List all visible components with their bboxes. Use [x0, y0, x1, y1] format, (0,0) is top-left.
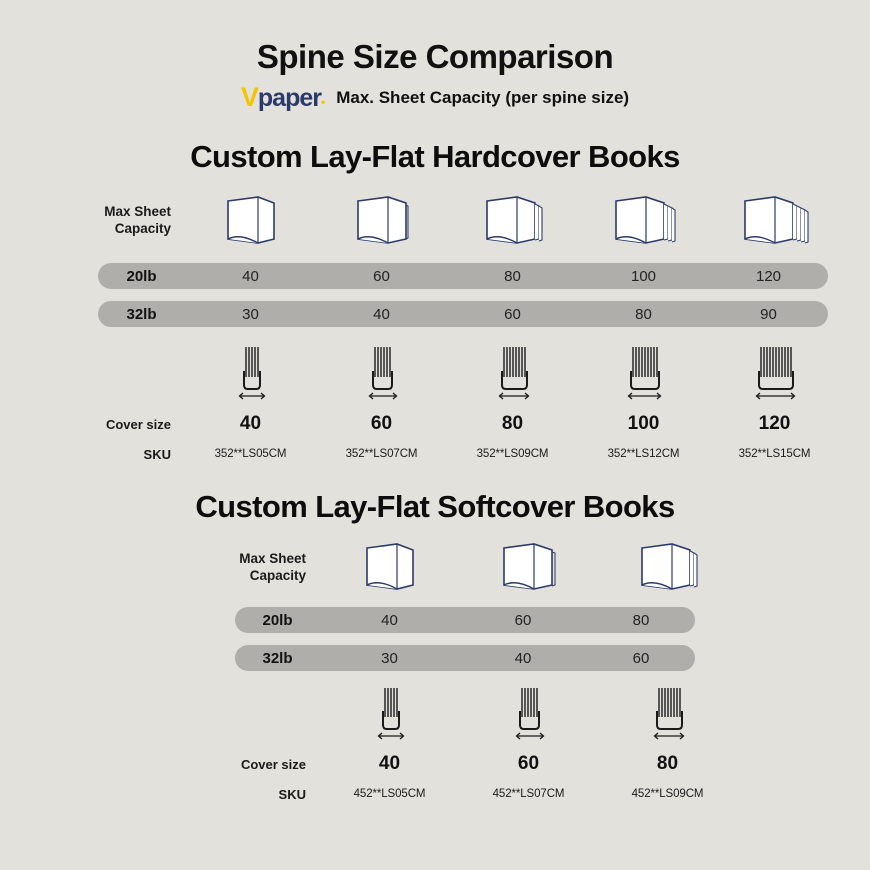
book-stack-icon — [351, 191, 413, 251]
spine-width-icon — [363, 683, 417, 743]
spine-width-icon — [224, 341, 278, 403]
softcover-book-icons-row — [30, 533, 840, 603]
hardcover-cover-size-label: Cover size — [105, 416, 171, 432]
hardcover-32lb-bar — [98, 301, 828, 327]
spine-icon-cell — [578, 341, 709, 403]
softcover-capacity-label-line1: Max Sheet — [239, 551, 306, 567]
hardcover-sku-row — [30, 439, 840, 469]
hardcover-cover-size-value: 40 — [239, 413, 262, 434]
hardcover-32lb-value: 60 — [504, 305, 521, 323]
softcover-32lb-value: 40 — [514, 649, 532, 667]
book-stack-icon — [609, 191, 679, 251]
hardcover-sku-label: SKU — [143, 446, 171, 462]
hardcover-book-icons-row — [30, 185, 840, 257]
hardcover-sku-value: 352**LS07CM — [345, 448, 418, 460]
spine-width-icon — [355, 341, 409, 403]
spine-width-icon — [641, 683, 695, 743]
book-stack-icon — [480, 191, 546, 251]
softcover-capacity-label-line2: Capacity — [249, 568, 306, 583]
book-icon-cell — [447, 191, 578, 251]
softcover-grid — [30, 533, 840, 809]
hardcover-20lb-value: 120 — [755, 267, 782, 285]
spine-width-icon — [746, 341, 804, 403]
book-icon-cell — [578, 191, 709, 251]
hardcover-sku-value: 352**LS12CM — [607, 448, 680, 460]
softcover-sku-label: SKU — [278, 786, 306, 802]
softcover-sku-row — [30, 779, 840, 809]
spine-icon-cell — [709, 341, 840, 403]
section-title-softcover: Custom Lay-Flat Softcover Books — [195, 489, 675, 524]
logo-v-letter: V — [240, 82, 258, 112]
softcover-sku-value: 452**LS07CM — [492, 788, 565, 800]
section-title-hardcover: Custom Lay-Flat Hardcover Books — [190, 139, 680, 174]
softcover-32lb-value: 30 — [381, 649, 398, 667]
logo-dot: • — [321, 95, 325, 109]
hardcover-20lb-value: 40 — [242, 267, 259, 285]
spine-icon-cell — [447, 341, 578, 403]
hardcover-capacity-label-line1: Max Sheet — [104, 204, 171, 220]
hardcover-sku-value: 352**LS15CM — [738, 448, 811, 460]
hardcover-32lb-value: 40 — [373, 305, 390, 323]
vpaper-logo — [241, 82, 324, 113]
hardcover-32lb-value: 30 — [242, 305, 259, 323]
book-icon-cell — [316, 191, 447, 251]
hardcover-cover-size-value: 80 — [501, 413, 524, 434]
hardcover-32lb-label: 32lb — [126, 305, 157, 323]
spine-width-icon — [486, 341, 540, 403]
hardcover-sku-value: 352**LS05CM — [214, 448, 287, 460]
softcover-cover-size-label: Cover size — [240, 756, 306, 772]
spine-width-icon — [502, 683, 556, 743]
spine-icon-cell — [459, 683, 598, 743]
hardcover-cover-size-value: 120 — [758, 413, 791, 434]
softcover-20lb-value: 60 — [514, 611, 532, 629]
hardcover-grid — [30, 185, 840, 469]
softcover-cover-size-value: 40 — [378, 753, 401, 774]
hardcover-20lb-value: 100 — [630, 267, 657, 285]
softcover-cover-size-row — [30, 749, 840, 779]
book-icon-cell — [459, 539, 598, 597]
hardcover-32lb-value: 80 — [635, 305, 652, 323]
book-stack-icon — [220, 191, 282, 251]
hardcover-20lb-bar — [98, 263, 828, 289]
spine-width-icon — [616, 341, 672, 403]
softcover-32lb-bar — [235, 645, 695, 671]
spine-icon-cell — [598, 683, 737, 743]
softcover-20lb-value: 40 — [381, 611, 398, 629]
hardcover-20lb-value: 60 — [373, 267, 390, 285]
softcover-capacity-label — [30, 551, 320, 585]
book-stack-icon — [635, 539, 701, 597]
softcover-sku-value: 452**LS05CM — [353, 788, 426, 800]
hardcover-sku-value: 352**LS09CM — [476, 448, 549, 460]
softcover-32lb-value: 60 — [632, 649, 650, 667]
book-icon-cell — [320, 539, 459, 597]
hardcover-20lb-label: 20lb — [126, 267, 157, 285]
softcover-cover-size-value: 60 — [517, 753, 540, 774]
softcover-sku-value: 452**LS09CM — [631, 788, 704, 800]
spine-icon-cell — [185, 341, 316, 403]
hardcover-cover-size-value: 60 — [370, 413, 393, 434]
book-stack-icon — [497, 539, 561, 597]
book-stack-icon — [359, 539, 421, 597]
book-icon-cell — [185, 191, 316, 251]
hardcover-cover-size-value: 100 — [627, 413, 660, 434]
book-stack-icon — [738, 191, 812, 251]
spine-icon-cell — [320, 683, 459, 743]
logo-paper-word: paper — [257, 84, 321, 112]
book-icon-cell — [598, 539, 737, 597]
softcover-cover-size-value: 80 — [656, 753, 679, 774]
book-icon-cell — [709, 191, 840, 251]
hardcover-capacity-label — [30, 204, 185, 238]
softcover-spine-icons-row — [30, 677, 840, 749]
hardcover-20lb-value: 80 — [504, 267, 521, 285]
softcover-32lb-label: 32lb — [262, 649, 293, 667]
softcover-20lb-label: 20lb — [262, 611, 293, 629]
softcover-20lb-bar — [235, 607, 695, 633]
hardcover-cover-size-row — [30, 409, 840, 439]
hardcover-capacity-label-line2: Capacity — [114, 221, 171, 236]
subtitle-text: Max. Sheet Capacity (per spine size) — [336, 87, 630, 107]
hardcover-32lb-value: 90 — [760, 305, 777, 323]
page-title: Spine Size Comparison — [256, 38, 614, 75]
softcover-20lb-value: 80 — [632, 611, 650, 629]
hardcover-spine-icons-row — [30, 335, 840, 409]
spine-icon-cell — [316, 341, 447, 403]
subtitle-row — [0, 82, 870, 113]
